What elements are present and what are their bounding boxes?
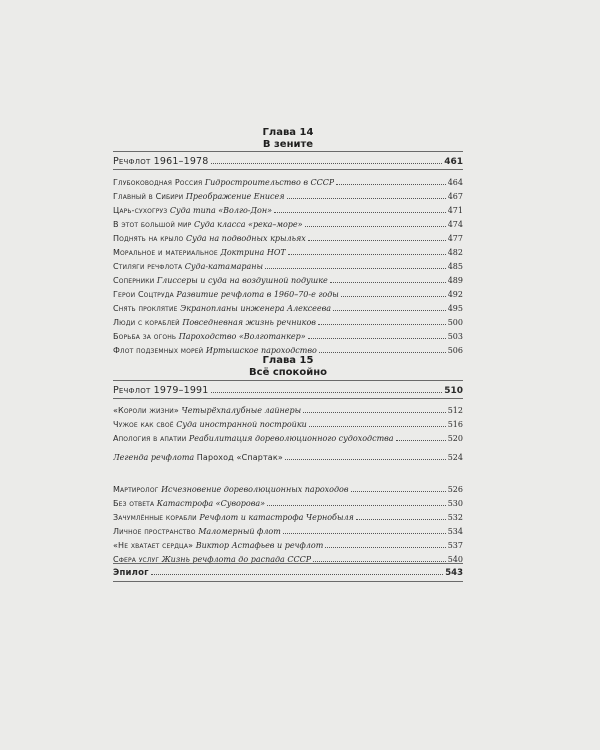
page-number: 543: [445, 568, 463, 578]
page-number: 512: [447, 406, 463, 415]
entry-subtitle: Гидростроительство в СССР: [204, 178, 335, 187]
entry-title: Стиляги речфлота: [113, 262, 183, 271]
toc-row[interactable]: [113, 431, 463, 445]
entry-title: Чужое как своё: [113, 420, 174, 429]
entry-title: Глубоководная Россия: [113, 178, 203, 187]
leader-dots: [288, 245, 446, 255]
chapter-14-entries: [113, 175, 463, 357]
entry-title: Снять проклятие: [113, 304, 178, 313]
leader-dots: [330, 273, 446, 283]
leader-dots: [333, 301, 446, 311]
epilog-section: [113, 563, 463, 580]
leader-dots: [267, 496, 446, 506]
leader-dots: [351, 482, 446, 492]
leader-dots: [396, 431, 446, 441]
page-number: 526: [447, 485, 463, 494]
entry-subtitle: Преображение Енисея: [185, 192, 285, 201]
toc-row[interactable]: [113, 403, 463, 417]
entry-subtitle: Речфлот и катастрофа Чернобыля: [199, 513, 354, 522]
entry-title: «Не хватает сердца»: [113, 541, 194, 550]
entry-subtitle: Виктор Астафьев и речфлот: [195, 541, 324, 550]
entry-title: Речфлот 1979–1991: [113, 385, 209, 396]
entry-title: Герои Соцтруда: [113, 290, 174, 299]
entry-subtitle: Четырёхпалубные лайнеры: [181, 406, 302, 415]
chapter-14-rule-bottom: [113, 169, 463, 170]
leader-dots: [308, 329, 446, 339]
entry-subtitle: Экранопланы инженера Алексеева: [180, 304, 332, 313]
entry-title: Моральное и материальное: [113, 248, 218, 257]
toc-row[interactable]: [113, 231, 463, 245]
page-number: 520: [447, 434, 463, 443]
entry-subtitle: Катастрофа «Суворова»: [156, 499, 266, 508]
chapter-14-label: Глава 14: [262, 127, 314, 138]
entry-title: Борьба за огонь: [113, 332, 177, 341]
entry-subtitle: Развитие речфлота в 1960–70-е годы: [176, 290, 339, 299]
toc-row[interactable]: [113, 301, 463, 315]
chapter-14-title: В зените: [262, 139, 314, 150]
leader-dots: [211, 381, 443, 393]
entry-subtitle: Легенда речфлота: [113, 453, 195, 462]
chapter-15-title: Всё спокойно: [249, 367, 327, 378]
leader-dots: [287, 189, 446, 199]
page-number: 503: [447, 332, 463, 341]
entry-title: Сфера услуг: [113, 555, 160, 564]
entry-title: «Короли жизни»: [113, 406, 179, 415]
toc-row[interactable]: [113, 189, 463, 203]
entry-title: Апология в апатии: [113, 434, 187, 443]
page-number: 532: [447, 513, 463, 522]
toc-row[interactable]: [113, 315, 463, 329]
leader-dots: [303, 403, 446, 413]
entry-subtitle: Глиссеры и суда на воздушной подушке: [156, 276, 328, 285]
entry-subtitle: Повседневная жизнь речников: [182, 318, 316, 327]
chapter-14-heading: [113, 127, 463, 151]
page-number: 489: [447, 276, 463, 285]
epilog-rule-bottom: [113, 581, 463, 582]
toc-row[interactable]: [113, 245, 463, 259]
page-number: 477: [447, 234, 463, 243]
entry-title: Царь-сухогруз: [113, 206, 168, 215]
chapter-15-heading: [113, 355, 463, 379]
page-number: 464: [447, 178, 463, 187]
leader-dots: [356, 510, 446, 520]
page-number: 530: [447, 499, 463, 508]
entry-subtitle: Маломерный флот: [198, 527, 281, 536]
toc-row[interactable]: [113, 538, 463, 552]
entry-subtitle: Пароходство «Волготанкер»: [178, 332, 306, 341]
page-number: 485: [447, 262, 463, 271]
page-number: 516: [447, 420, 463, 429]
leader-dots: [283, 524, 446, 534]
entry-title: Эпилог: [113, 568, 149, 578]
toc-row[interactable]: [113, 273, 463, 287]
entry-title: В этот большой мир: [113, 220, 192, 229]
toc-row[interactable]: [113, 203, 463, 217]
chapter-15-group-2: [113, 450, 463, 464]
page-number: 534: [447, 527, 463, 536]
leader-dots: [336, 175, 445, 185]
toc-row[interactable]: [113, 152, 463, 169]
entry-title: Мартиролог: [113, 485, 159, 494]
entry-title: Соперники: [113, 276, 155, 285]
entry-subtitle: Суда класса «река–море»: [193, 220, 303, 229]
chapter-15-main-entry: [113, 381, 463, 398]
leader-dots: [151, 563, 443, 575]
entry-title: Речфлот 1961–1978: [113, 156, 209, 167]
leader-dots: [309, 417, 446, 427]
page-number: 492: [447, 290, 463, 299]
page-number: 471: [447, 206, 463, 215]
entry-subtitle: Жизнь речфлота до распада СССР: [161, 555, 312, 564]
leader-dots: [265, 259, 446, 269]
page-number: 467: [447, 192, 463, 201]
toc-row[interactable]: [113, 175, 463, 189]
entry-title: Люди с кораблей: [113, 318, 180, 327]
leader-dots: [305, 217, 446, 227]
entry-subtitle: Иртышское пароходство: [205, 346, 317, 355]
leader-dots: [313, 552, 446, 562]
toc-row[interactable]: [113, 450, 463, 464]
toc-row[interactable]: [113, 259, 463, 273]
entry-subtitle: Доктрина НОТ: [220, 248, 286, 257]
entry-title: Флот подземных морей: [113, 346, 204, 355]
page-number: 510: [444, 386, 463, 396]
toc-row[interactable]: [113, 510, 463, 524]
entry-subtitle: Суда-катамараны: [184, 262, 264, 271]
entry-subtitle: Суда на подводных крыльях: [185, 234, 306, 243]
leader-dots: [341, 287, 446, 297]
chapter-15-rule-bottom: [113, 398, 463, 399]
page-number: 482: [447, 248, 463, 257]
toc-row[interactable]: [113, 524, 463, 538]
entry-subtitle: Суда иностранной постройки: [176, 420, 307, 429]
toc-row[interactable]: [113, 417, 463, 431]
entry-title: Главный в Сибири: [113, 192, 184, 201]
leader-dots: [285, 450, 446, 460]
entry-title: Зачумлённые корабли: [113, 513, 197, 522]
entry-subtitle: Реабилитация дореволюционного судоходства: [188, 434, 394, 443]
toc-row[interactable]: [113, 329, 463, 343]
entry-subtitle: Суда типа «Волго-Дон»: [169, 206, 272, 215]
leader-dots: [325, 538, 445, 548]
entry-subtitle: Исчезновение дореволюционных пароходов: [161, 485, 349, 494]
leader-dots: [318, 315, 446, 325]
leader-dots: [274, 203, 446, 213]
leader-dots: [319, 343, 446, 353]
page-number: 495: [447, 304, 463, 313]
chapter-14-main-entry: [113, 152, 463, 169]
entry-title: Поднять на крыло: [113, 234, 184, 243]
entry-extra: Пароход «Спартак»: [196, 453, 283, 462]
page-number: 500: [447, 318, 463, 327]
page-number: 524: [447, 453, 463, 462]
chapter-15-group-3: [113, 482, 463, 566]
page-number: 506: [447, 346, 463, 355]
page-number: 461: [444, 157, 463, 167]
toc-row[interactable]: [113, 287, 463, 301]
leader-dots: [308, 231, 446, 241]
toc-row[interactable]: [113, 381, 463, 398]
toc-row[interactable]: [113, 217, 463, 231]
chapter-15-group-1: [113, 403, 463, 445]
leader-dots: [211, 152, 443, 164]
entry-title: Без ответа: [113, 499, 155, 508]
page-number: 537: [447, 541, 463, 550]
entry-title: Личное пространство: [113, 527, 196, 536]
toc-row[interactable]: [113, 482, 463, 496]
page-number: 540: [447, 555, 463, 564]
toc-row[interactable]: [113, 563, 463, 580]
page-number: 474: [447, 220, 463, 229]
chapter-15-label: Глава 15: [262, 355, 314, 366]
toc-row[interactable]: [113, 496, 463, 510]
